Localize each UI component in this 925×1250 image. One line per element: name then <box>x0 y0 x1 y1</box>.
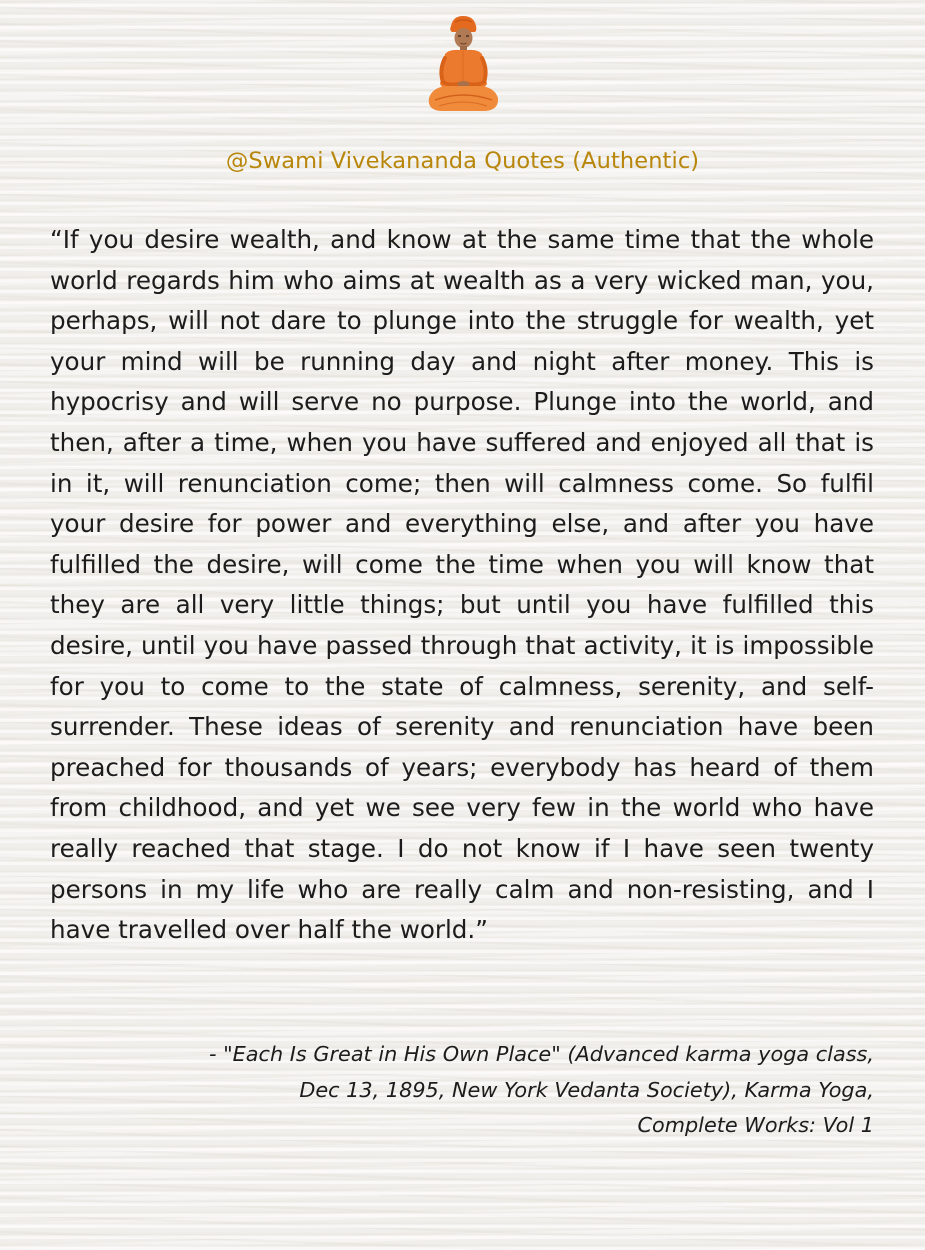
citation-line-3: Complete Works: Vol 1 <box>637 1113 874 1137</box>
citation-line-2: Dec 13, 1895, New York Vedanta Society), Karma Yoga, <box>299 1077 874 1102</box>
face <box>455 28 473 48</box>
seated-monk-portrait-icon <box>425 14 501 114</box>
quote-text: “If you desire wealth, and know at the same time that the whole world regards him who aims at wealth as a very wicked man, you, perhaps, will not dare to plunge into the struggle for wealth, yet your mind will be running day and night after money. This is hypocrisy and will serve no purpose. Plunge into the world, and then, after a time, when you have suffered and enjoyed all that is in it, will renunciation come; then will calmness come. So fulfil your desire for power and everything else, and after you have fulfilled the desire, will come the time when you will know that they are all very little things; but until you have fulfilled this desire, until you have passed through that activity, it is impossible for you to come to the state of calmness, serenity, and self-surrender. These ideas of serenity and renunciation have been preached for thousands of years; everybody has heard of them from childhood, and yet we see very few in the world who have really reached that stage. I do not know if I have seen twenty persons in my life who are really calm and non-resisting, and I have travelled over half the world.” <box>50 225 874 945</box>
citation-line-1: - "Each Is Great in His Own Place" (Advanced karma yoga class, <box>208 1042 874 1066</box>
page-handle: @Swami Vivekananda Quotes (Authentic) <box>225 148 700 174</box>
quote-citation <box>50 1037 874 1144</box>
